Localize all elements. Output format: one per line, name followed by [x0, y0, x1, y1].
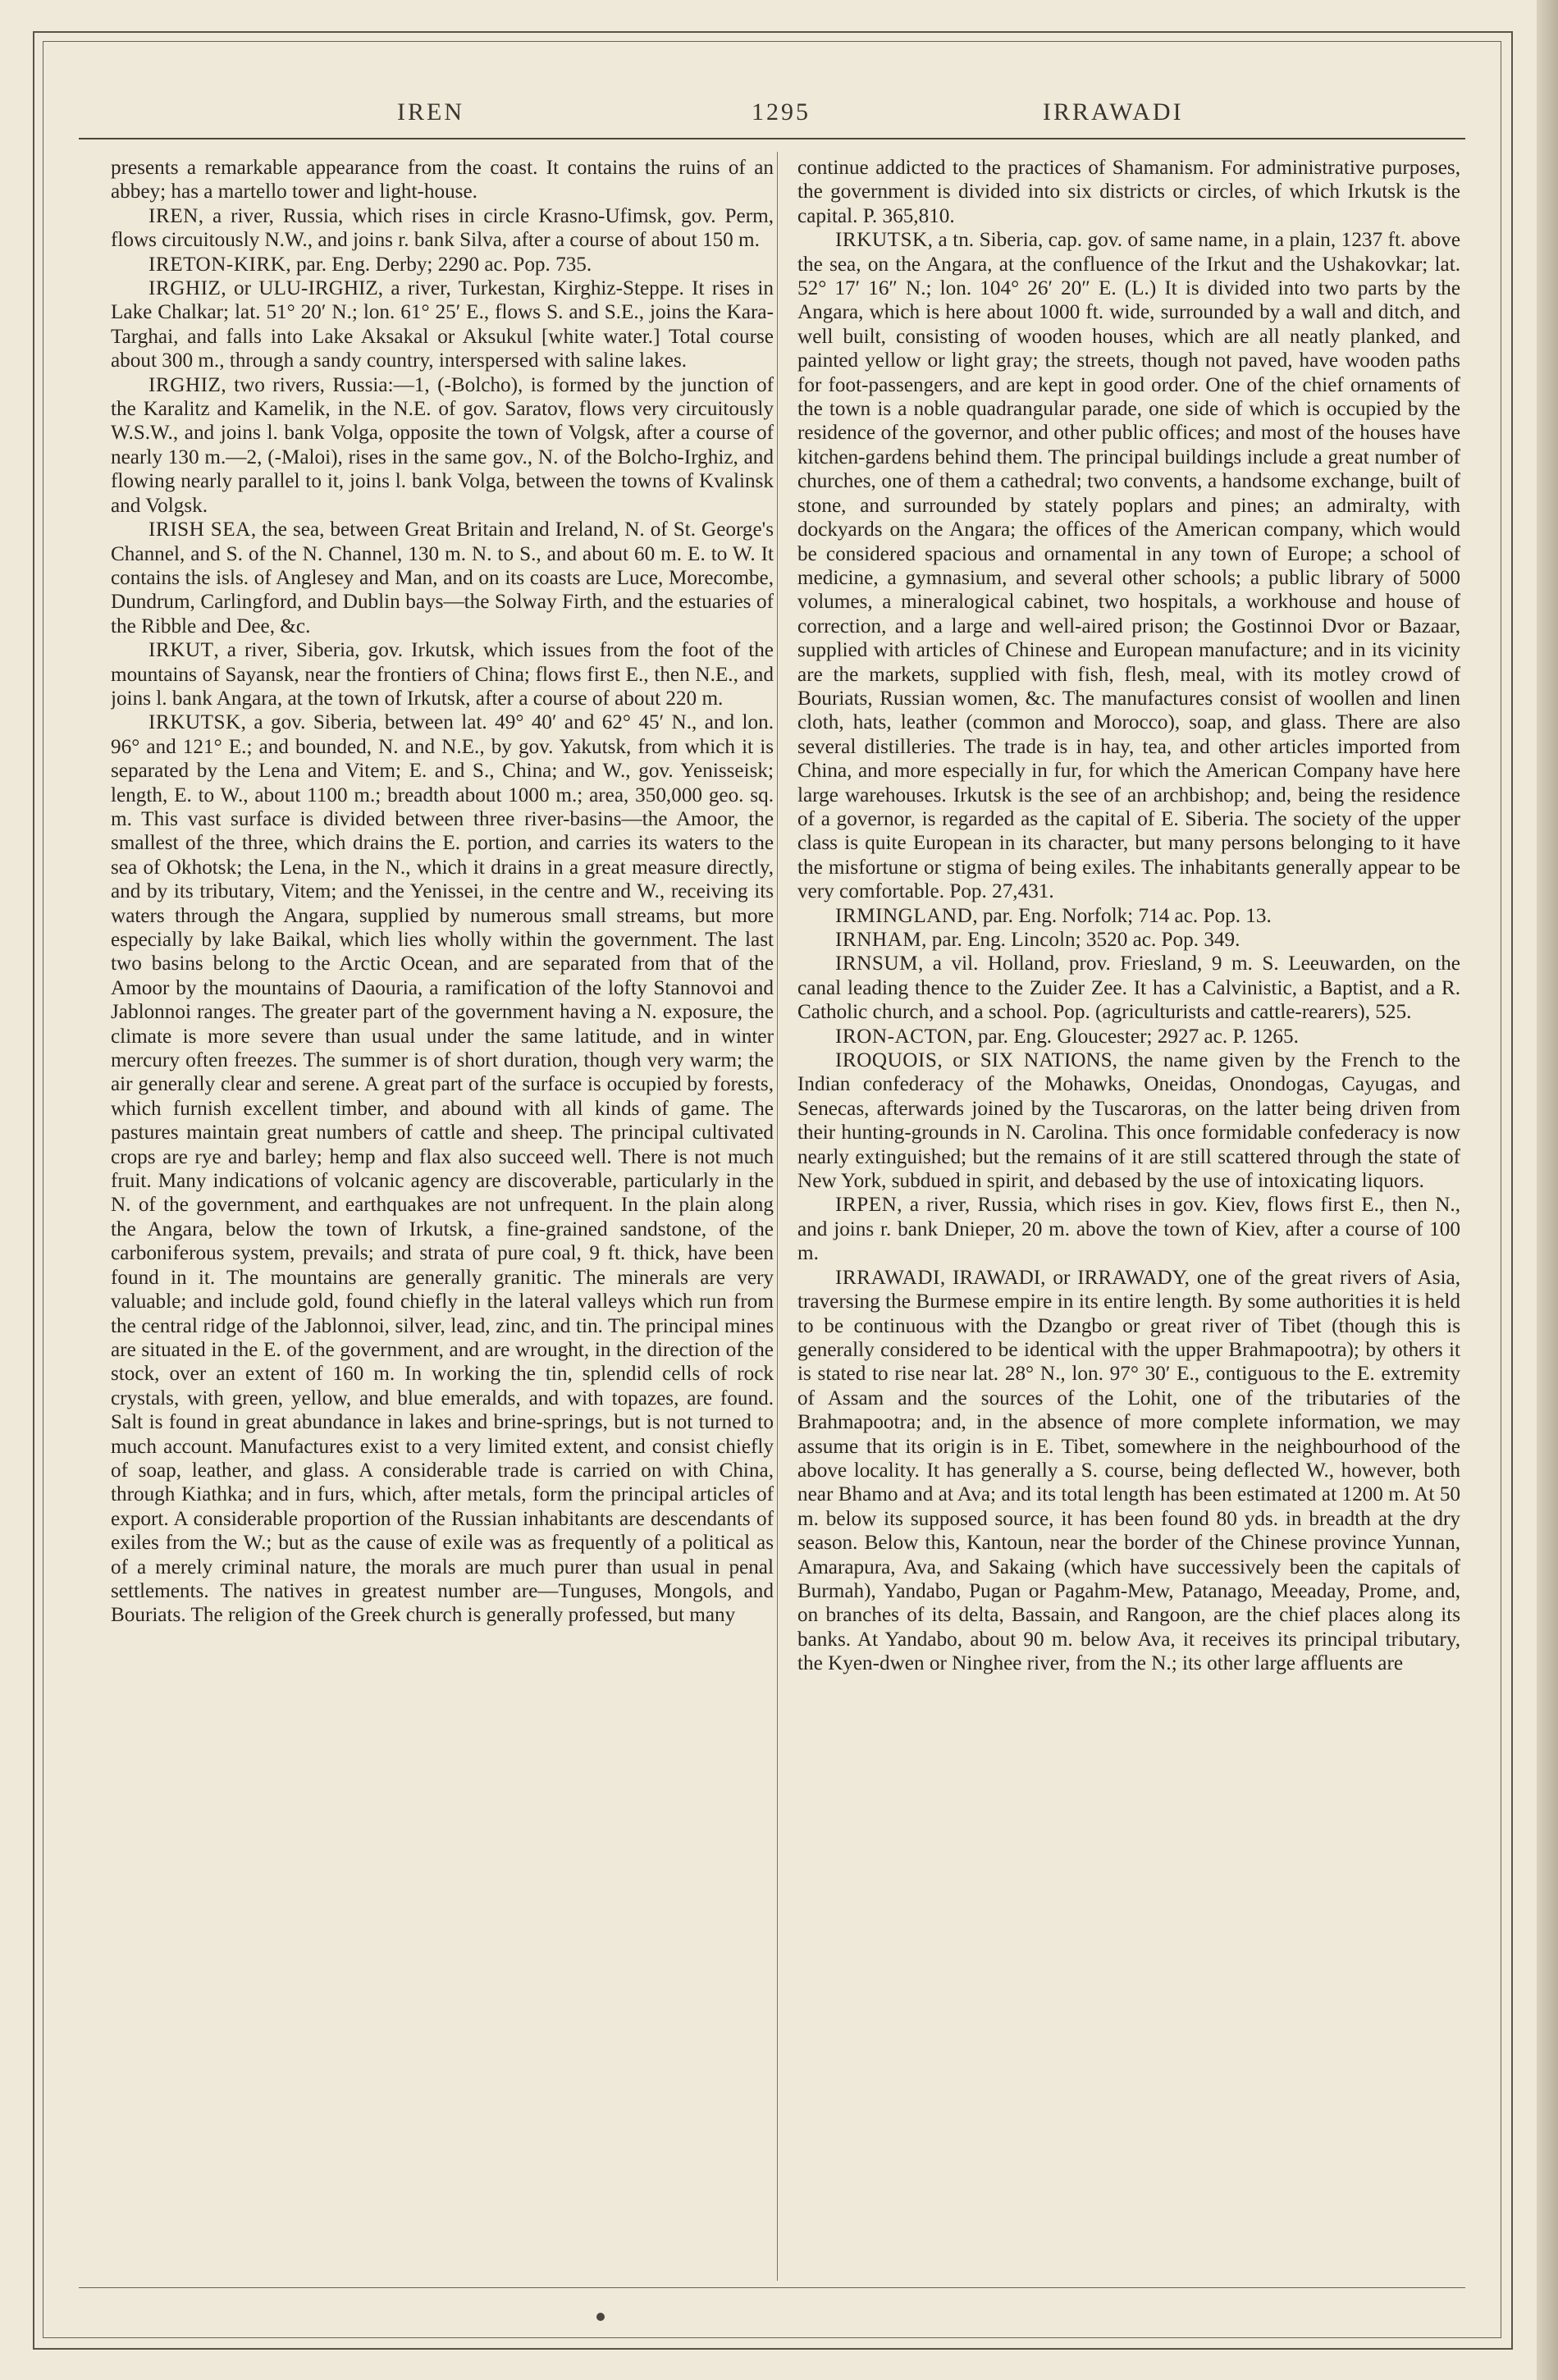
right-column: [797, 156, 1460, 2285]
entry-text: , a tn. Siberia, cap. gov. of same name, in a plain, 1237 ft. above the sea, on the Angara, at the confluence of the Irkut and the Ushakovkar; lat. 52° 17′ 16″ N.; lon. 104° 26′ 20″ E. (L.) It is divided into two parts by the Angara, which is here about 1000 ft. wide, surrounded by a wall and ditch, and well built, consisting of wooden houses, which are all neatly planked, and painted yellow or light gray; the streets, though not paved, have wooden paths for foot-passengers, and are kept in good order. One of the chief ornaments of the town is a noble quadrangular parade, one side of which is occupied by the residence of the governor, and other public offices; and most of the houses have kitchen-gardens behind them. The principal buildings include a great number of churches, one of them a cathedral; two convents, a handsome exchange, built of stone, and surrounded by stately poplars and pines; an admiralty, with dockyards on the Angara; the offices of the American company, which would be considered spacious and ornamental in any town of Europe; a school of medicine, a gymnasium, and several other schools; a public library of 5000 volumes, a mineralogical cabinet, two hospitals, a workhouse and house of correction, and a large and well-aired prison; the Gostinnoi Dvor or Bazaar, supplied with articles of Chinese and European manufacture; and in its vicinity are the markets, supplied with fish, flesh, meal, with its motley crowd of Bouriats, Russian women, &c. The manufactures consist of woollen and linen cloth, hats, leather (common and Morocco), soap, and glass. There are also several distilleries. The trade is in hay, tea, and other articles imported from China, and more especially in fur, for which the American Company have here large warehouses. Irkutsk is the see of an archbishop; and, being the residence of a governor, is regarded as the capital of E. Siberia. The society of the upper class is quite European in its character, but many persons belonging to it have the misfortune or stigma of being exiles. The inhabitants generally appear to be very comfortable. Pop. 27,431.: [797, 229, 1460, 903]
entry-text: , par. Eng. Lincoln; 3520 ac. Pop. 349.: [921, 929, 1240, 951]
entry-headword: IRGHIZ: [148, 373, 222, 396]
left-column: [111, 156, 774, 2285]
header-last-entry: IRRAWADI: [1043, 98, 1184, 126]
entry-text: continue addicted to the practices of Shamanism. For administrative purposes, the government is divided into six districts or circles, of which Irkutsk is the capital. P. 365,810.: [797, 157, 1460, 227]
dictionary-entry: [111, 518, 774, 638]
dictionary-entry: [111, 710, 774, 1627]
entry-headword: IRRAWADI: [835, 1266, 940, 1289]
entry-headword: IREN: [148, 204, 199, 227]
entry-headword: IRON-ACTON: [835, 1025, 968, 1048]
header-first-entry: IREN: [397, 98, 464, 126]
entry-text: , IRAWADI, or IRRAWADY, one of the great rivers of Asia, traversing the Burmese empire in its entire length. By some authorities it is held to be continuous with the Dzangbo or great river of Tibet (though this is generally considered to be identical with the upper Brahmapootra); by others it is stated to rise near lat. 28° N., lon. 97° 30′ E., contiguous to the E. extremity of Assam and the sources of the Lohit, one of the tributaries of the Brahmapootra; and, in the absence of more complete information, we may assume that its origin is in E. Tibet, somewhere in the neighbourhood of the above locality. It has generally a S. course, being deflected W., however, both near Bhamo and at Ava; and its total length has been estimated at 1200 m. At 50 m. below its supposed source, it has been found 80 yds. in breadth at the dry season. Below this, Kantoun, near the border of the Chinese province Yunnan, Amarapura, Ava, and Sakaing (which have successively been the capitals of Burmah), Yandabo, Pugan or Pagahm-Mew, Patanago, Meeaday, Prome, and, on branches of its delta, Bassain, and Rangoon, are the chief places along its banks. At Yandabo, about 90 m. below Ava, it receives its principal tributary, the Kyen-dwen or Ninghee river, from the N.; its other large affluents are: [797, 1266, 1460, 1675]
entry-headword: IRKUTSK: [835, 229, 928, 252]
column-divider: [777, 152, 778, 2281]
entry-headword: IRPEN: [835, 1194, 898, 1217]
entry-text: , par. Eng. Gloucester; 2927 ac. P. 1265.: [967, 1025, 1299, 1048]
entry-text: , or SIX NATIONS, the name given by the French to the Indian confederacy of the Mohawks, Oneidas, Onondogas, Cayugas, and Senecas, afterwards joined by the Tuscaroras, on the latter being driven from their hunting-grounds in N. Carolina. This once formidable confederacy is now nearly extinguished; but the remains of it are still scattered through the state of New York, subdued in spirit, and debased by the use of intoxicating liquors.: [797, 1049, 1460, 1193]
running-header: [79, 98, 1465, 135]
entry-headword: IRISH SEA: [148, 518, 251, 541]
entry-text: , a river, Siberia, gov. Irkutsk, which issues from the foot of the mountains of Sayansk, near the frontiers of China; flows first E., then N.E., and joins l. bank Angara, at the town of Irkutsk, after a course of about 220 m.: [111, 639, 774, 710]
entry-headword: IRMINGLAND: [835, 904, 973, 927]
entry-text: , par. Eng. Derby; 2290 ac. Pop. 735.: [286, 253, 592, 276]
entry-text: presents a remarkable appearance from the coast. It contains the ruins of an abbey; has a martello tower and light-house.: [111, 157, 774, 203]
entry-text: , par. Eng. Norfolk; 714 ac. Pop. 13.: [972, 904, 1272, 927]
entry-headword: IROQUOIS: [835, 1049, 938, 1072]
dictionary-entry: [797, 156, 1460, 228]
entry-text: , the sea, between Great Britain and Ireland, N. of St. George's Channel, and S. of the N. Channel, 130 m. N. to S., and about 60 m. E. to W. It contains the isls. of Anglesey and Man, and on its coasts are Luce, Morecombe, Dundrum, Carlingford, and Dublin bays—the Solway Firth, and the estuaries of the Ribble and Dee, &c.: [111, 518, 774, 637]
dictionary-entry: [111, 638, 774, 710]
entry-text: , or ULU-IRGHIZ, a river, Turkestan, Kirghiz-Steppe. It rises in Lake Chalkar; lat. 51° 20′ N.; lon. 61° 25′ E., flows S. and S.E., joins the Kara-Targhai, and falls into Lake Aksakal or Aksukul [white water.] Total course about 300 m., through a sandy country, interspersed with saline lakes.: [111, 277, 774, 372]
dictionary-entry: [797, 1266, 1460, 1676]
entry-headword: IRKUT: [148, 639, 214, 662]
dictionary-entry: [797, 928, 1460, 952]
entry-text: , a river, Russia, which rises in gov. Kiev, flows first E., then N., and joins r. bank Dnieper, 20 m. above the town of Kiev, after a course of 100 m.: [797, 1194, 1460, 1265]
entry-text: , a gov. Siberia, between lat. 49° 40′ and 62° 45′ N., and lon. 96° and 121° E.; and bounded, N. and N.E., by gov. Yakutsk, from which it is separated by the Lena and Vitem; E. and S., China; and W., gov. Yenisseisk; length, E. to W., about 1100 m.; breadth about 1000 m.; area, 350,000 geo. sq. m. This vast surface is divided between three river-basins—the Amoor, the smallest of the three, which drains the E. portion, and carries its waters to the sea of Okhotsk; the Lena, in the N., which it drains in a great measure directly, and by its tributary, Vitem; and the Yenissei, in the centre and W., receiving its waters through the Angara, supplied by numerous small streams, but more especially by lake Baikal, which lies wholly within the government. The last two basins belong to the Arctic Ocean, and are separated from that of the Amoor by the mountains of Daouria, a ramification of the lofty Stannovoi and Jablonnoi ranges. The greater part of the government having a N. exposure, the climate is more severe than usual under the same latitude, and in winter mercury often freezes. The summer is of short duration, though very warm; the air generally clear and serene. A great part of the surface is occupied by forests, which furnish excellent timber, and abound with all kinds of game. The pastures maintain great numbers of cattle and sheep. The principal cultivated crops are rye and barley; hemp and flax also succeed well. There is not much fruit. Many indications of volcanic agency are discoverable, particularly in the N. of the government, and earthquakes are not unfrequent. In the plain along the Angara, below the town of Irkutsk, a fine-grained sandstone, of the carboniferous system, prevails; and strata of pure coal, 9 ft. thick, have been found in it. The mountains are generally granitic. The minerals are very valuable; and include gold, found chiefly in the lateral valleys which run from the central ridge of the Jablonnoi, silver, lead, zinc, and tin. The principal mines are situated in the E. of the government, and are wrought, in the direction of the stock, over an extent of 160 m. In working the tin, splendid cells of rock crystals, with green, yellow, and blue emeralds, and with topazes, are found. Salt is found in great abundance in lakes and brine-springs, but is not turned to much account. Manufactures exist to a very limited extent, and consist chiefly of soap, leather, and glass. A considerable trade is carried on with China, through Kiathka; and in furs, which, after metals, form the principal articles of export. A considerable proportion of the Russian inhabitants are descendants of exiles from the W.; but as the cause of exile was as frequently of a political as of a merely criminal nature, the morals are much purer than usual in penal settlements. The natives in greatest number are—Tunguses, Mongols, and Bouriats. The religion of the Greek church is generally professed, but many: [111, 711, 774, 1627]
page-number: 1295: [752, 98, 811, 126]
entry-text: , two rivers, Russia:—1, (-Bolcho), is formed by the junction of the Karalitz and Kamelik, in the N.E. of gov. Saratov, flows very circuitously W.S.W., and joins l. bank Volga, opposite the town of Volgsk, after a course of nearly 130 m.—2, (-Maloi), rises in the same gov., N. of the Bolcho-Irghiz, and flowing nearly parallel to it, joins l. bank Volga, between the towns of Kvalinsk and Volgsk.: [111, 373, 774, 517]
book-spine-edge: [1537, 0, 1558, 2380]
dictionary-entry: [111, 156, 774, 204]
dictionary-entry: [797, 1193, 1460, 1265]
dictionary-entry: [111, 204, 774, 253]
dictionary-entry: [111, 253, 774, 276]
dictionary-entry: [797, 952, 1460, 1024]
entry-text: , a vil. Holland, prov. Friesland, 9 m. S. Leeuwarden, on the canal leading thence to the Zuider Zee. It has a Calvinistic, a Baptist, and a R. Catholic church, and a school. Pop. (agriculturists and cattle-rearers), 525.: [797, 952, 1460, 1024]
entry-text: , a river, Russia, which rises in circle Krasno-Ufimsk, gov. Perm, flows circuitously N.W., and joins r. bank Silva, after a course of about 150 m.: [111, 204, 774, 252]
header-rule: [79, 138, 1465, 139]
entry-headword: IRNHAM: [835, 929, 922, 951]
dictionary-entry: [797, 1048, 1460, 1193]
dictionary-entry: [797, 228, 1460, 903]
entry-headword: IRGHIZ: [148, 277, 222, 300]
dictionary-entry: [111, 373, 774, 518]
footer-ornament-dot: [596, 2313, 605, 2321]
entry-headword: IRNSUM: [835, 952, 918, 975]
entry-headword: IRETON-KIRK: [148, 253, 286, 276]
footer-rule: [79, 2287, 1465, 2288]
dictionary-entry: [111, 276, 774, 373]
dictionary-entry: [797, 1025, 1460, 1048]
dictionary-entry: [797, 904, 1460, 928]
entry-headword: IRKUTSK: [148, 711, 241, 734]
